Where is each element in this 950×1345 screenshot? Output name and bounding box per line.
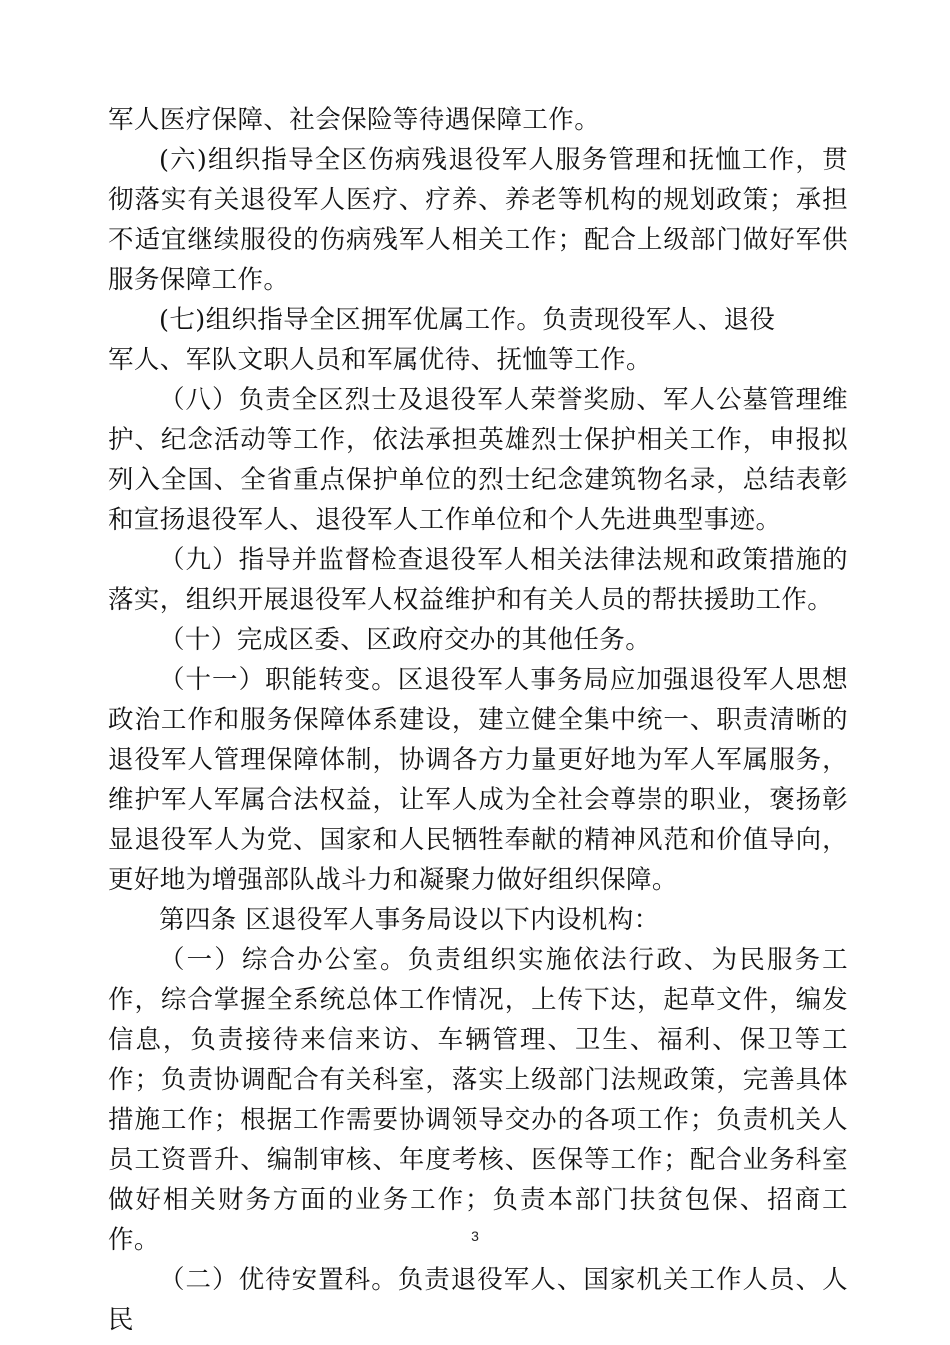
article-4-heading: 第四条 区退役军人事务局设以下内设机构： — [159, 905, 660, 935]
paragraph-item-8: （八）负责全区烈士及退役军人荣誉奖励、军人公墓管理维护、纪念活动等工作，依法承担英雄烈士保护相关工作，申报拟列入全国、全省重点保护单位的烈士纪念建筑物名录，总结表彰和宣扬退役军人、退役军人工作单位和个人先进典型事迹。 — [108, 385, 848, 535]
paragraph-office: （一）综合办公室。负责组织实施依法行政、为民服务工作，综合掌握全系统总体工作情况，上传下达，起草文件，编发信息，负责接待来信来访、车辆管理、卫生、福利、保卫等工作；负责协调配合有关科室，落实上级部门法规政策，完善具体措施工作；根据工作需要协调领导交办的各项工作；负责机关人员工资晋升、编制审核、年度考核、医保等工作；配合业务科室做好相关财务方面的业务工作；负责本部门扶贫包保、招商工作。 — [108, 945, 848, 1255]
page-number: 3 — [471, 1228, 479, 1244]
paragraph-item-9: （九）指导并监督检查退役军人相关法律法规和政策措施的落实，组织开展退役军人权益维护和有关人员的帮扶援助工作。 — [108, 545, 848, 615]
paragraph-item-11: （十一）职能转变。区退役军人事务局应加强退役军人思想政治工作和服务保障体系建设，建立健全集中统一、职责清晰的退役军人管理保障体制，协调各方力量更好地为军人军属服务，维护军人军属合法权益，让军人成为全社会尊崇的职业，褒扬彰显退役军人为党、国家和人民牺牲奉献的精神风范和价值导向，更好地为增强部队战斗力和凝聚力做好组织保障。 — [108, 665, 848, 895]
paragraph-item-6: (六)组织指导全区伤病残退役军人服务管理和抚恤工作，贯彻落实有关退役军人医疗、疗养、养老等机构的规划政策；承担不适宜继续服役的伤病残军人相关工作；配合上级部门做好军供服务保障工作。 — [108, 145, 848, 295]
body-text — [108, 100, 848, 1340]
paragraph-placement-section: （二）优待安置科。负责退役军人、国家机关工作人员、人民 — [108, 1265, 848, 1335]
paragraph-item-7-line-2: 军人、军队文职人员和军属优待、抚恤等工作。 — [108, 345, 652, 375]
paragraph-item-7-line-1: (七)组织指导全区拥军优属工作。负责现役军人、退役 — [159, 305, 776, 335]
paragraph-item-10: （十）完成区委、区政府交办的其他任务。 — [159, 625, 652, 655]
paragraph-continuation: 军人医疗保障、社会保险等待遇保障工作。 — [108, 105, 601, 135]
